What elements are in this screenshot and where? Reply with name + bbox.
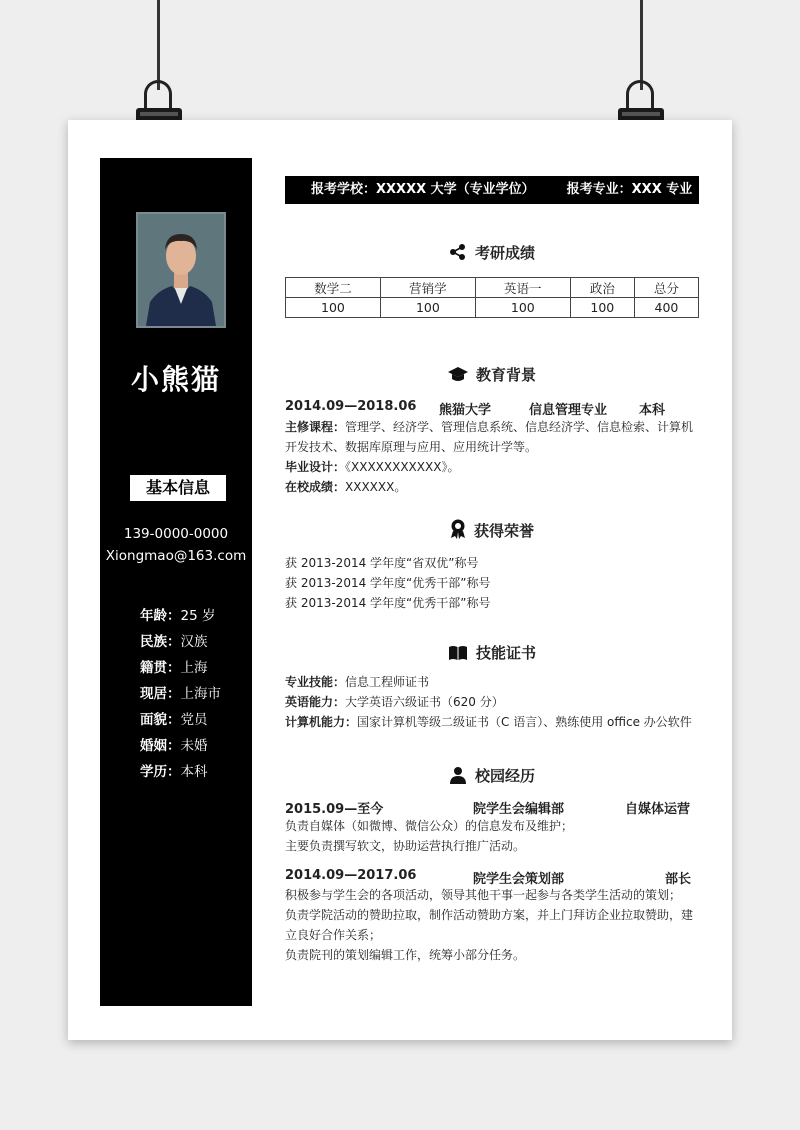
campus-section-title: 校园经历 (285, 765, 699, 786)
campus-exp2-line: 负责学院活动的赞助拉取，制作活动赞助方案，并上门拜访企业拉取赞助，建立良好合作关系； (285, 908, 694, 942)
scores-table (285, 277, 699, 318)
info-education-level: 学历：本科 (140, 764, 208, 780)
score-value: 400 (634, 298, 698, 318)
info-political-status: 面貌：党员 (140, 712, 208, 728)
skill-computer: 计算机能力：国家计算机等级二级证书（C 语言）、熟练使用 office 办公软件 (285, 715, 692, 729)
education-school: 熊猫大学 (439, 403, 492, 418)
campus-exp2-line: 积极参与学生会的各项活动，领导其他干事一起参与各类学生活动的策划； (285, 888, 682, 902)
campus-exp1-line: 负责自媒体（如微博、微信公众）的信息发布及维护； (285, 819, 574, 833)
scores-value-row (286, 298, 699, 318)
application-banner (285, 176, 699, 204)
skills-section-title: 技能证书 (285, 642, 699, 663)
profile-photo (136, 212, 226, 328)
honors-section-title: 获得荣誉 (285, 519, 699, 541)
scores-section-title: 考研成绩 (285, 242, 699, 263)
info-marital-status: 婚姻：未婚 (140, 738, 208, 754)
campus-exp2-role: 部长 (665, 872, 692, 887)
info-hometown: 籍贯：上海 (140, 660, 208, 676)
campus-exp1-period: 2015.09—至今 (285, 802, 384, 817)
campus-exp1-org: 院学生会编辑部 (473, 802, 565, 817)
basic-info-title: 基本信息 (130, 475, 226, 501)
open-book-icon (448, 645, 468, 661)
target-school: 报考学校：XXXXX 大学（专业学位） (311, 182, 535, 197)
campus-exp2-org: 院学生会策划部 (473, 872, 565, 887)
sidebar (100, 158, 252, 1006)
campus-exp2-line: 负责院刊的策划编辑工作，统筹小部分任务。 (285, 948, 526, 962)
info-age: 年龄：25 岁 (140, 608, 216, 624)
campus-exp2-period: 2014.09—2017.06 (285, 868, 417, 883)
score-value: 100 (475, 298, 570, 318)
education-period: 2014.09—2018.06 (285, 399, 417, 414)
resume-paper (68, 120, 732, 1040)
campus-exp1-line: 主要负责撰写软文，协助运营执行推广活动。 (285, 839, 526, 853)
honor-item: 获 2013-2014 学年度“优秀干部”称号 (285, 596, 491, 610)
score-header: 数学二 (286, 278, 381, 298)
hanging-wire-right (640, 0, 643, 90)
education-major: 信息管理专业 (529, 403, 608, 418)
target-major: 报考专业：XXX 专业 (566, 182, 693, 197)
campus-exp1-role: 自媒体运营 (625, 802, 691, 817)
education-section-title: 教育背景 (285, 364, 699, 385)
score-value: 100 (380, 298, 475, 318)
scores-header-row (286, 278, 699, 298)
info-residence: 现居：上海市 (140, 686, 221, 702)
info-ethnicity: 民族：汉族 (140, 634, 208, 650)
phone-number: 139-0000-0000 (123, 526, 229, 542)
score-header: 英语一 (475, 278, 570, 298)
honor-item: 获 2013-2014 学年度“省双优”称号 (285, 556, 479, 570)
email-address: Xiongmao@163.com (105, 548, 247, 564)
hanging-wire-left (157, 0, 160, 90)
education-thesis: 毕业设计：《XXXXXXXXXXX》。 (285, 460, 460, 474)
share-icon (449, 243, 467, 261)
score-value: 100 (286, 298, 381, 318)
skill-professional: 专业技能：信息工程师证书 (285, 675, 430, 689)
education-grades: 在校成绩：XXXXXX。 (285, 480, 407, 494)
education-courses: 主修课程：管理学、经济学、管理信息系统、信息经济学、信息检索、计算机开发技术、数据库原理与应用、应用统计学等。 (285, 420, 694, 454)
score-header: 总分 (634, 278, 698, 298)
skill-english: 英语能力：大学英语六级证书（620 分） (285, 695, 504, 709)
score-header: 政治 (570, 278, 634, 298)
candidate-name: 小熊猫 (130, 363, 221, 396)
score-header: 营销学 (380, 278, 475, 298)
score-value: 100 (570, 298, 634, 318)
graduation-cap-icon (448, 365, 468, 383)
medal-icon (450, 519, 466, 539)
person-icon (449, 766, 467, 784)
honor-item: 获 2013-2014 学年度“优秀干部”称号 (285, 576, 491, 590)
education-degree: 本科 (639, 403, 666, 418)
